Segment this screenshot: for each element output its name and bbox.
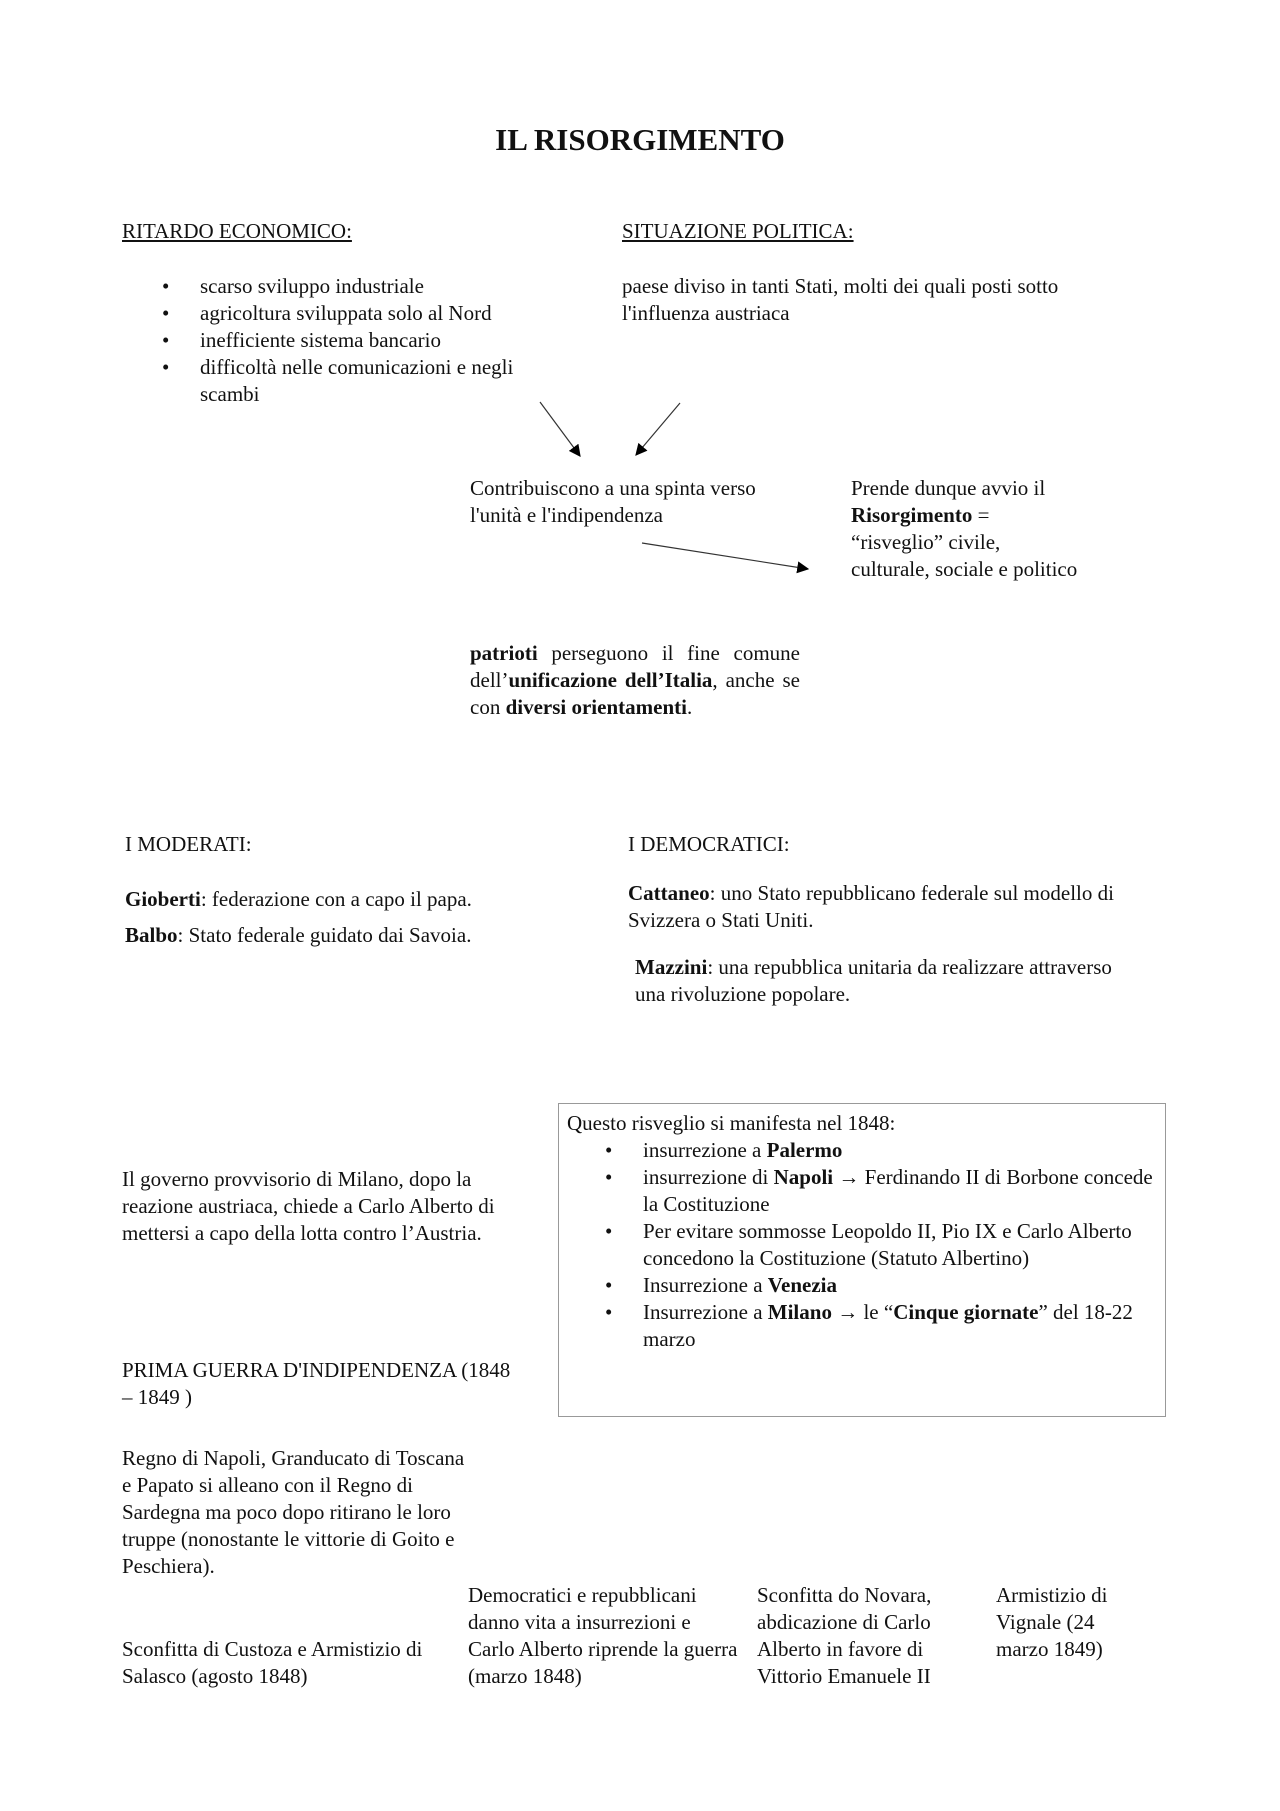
gioberti-item: Gioberti: federazione con a capo il papa. [125, 887, 472, 911]
political-text: paese diviso in tanti Stati, molti dei quali posti sotto l'influenza austriaca [622, 274, 1059, 325]
list-item: • difficoltà nelle comunicazioni e negli scambi [162, 354, 562, 408]
list-item: • inefficiente sistema bancario [162, 327, 562, 354]
arrow-down-left [636, 403, 680, 455]
list-item: • insurrezione di Napoli → Ferdinando II di Borbone concede la Costituzione [605, 1164, 1157, 1218]
list-item: • insurrezione a Palermo [605, 1137, 1157, 1164]
events-1848-box [558, 1103, 1166, 1417]
democrats-heading: I DEMOCRATICI: [628, 832, 790, 856]
arrow-down-right [540, 402, 580, 456]
first-war-heading: PRIMA GUERRA D'INDIPENDENZA (1848 – 1849 ) [122, 1358, 511, 1409]
balbo-item: Balbo: Stato federale guidato dai Savoia. [125, 923, 472, 947]
list-item: • agricoltura sviluppata solo al Nord [162, 300, 562, 327]
timeline-item-custoza: Sconfitta di Custoza e Armistizio di Salasco (agosto 1848) [122, 1637, 423, 1688]
cattaneo-item: Cattaneo: uno Stato repubblicano federale sul modello di Svizzera o Stati Uniti. [628, 881, 1114, 932]
list-item: • Insurrezione a Milano → le “Cinque giornate” del 18-22 marzo [605, 1299, 1157, 1353]
economic-heading: RITARDO ECONOMICO: [122, 219, 352, 243]
risorgimento-term: Risorgimento [851, 503, 973, 527]
democrats-section [628, 831, 1114, 1008]
alliance-text: Regno di Napoli, Granducato di Toscana e Papato si alleano con il Regno di Sardegna ma poco dopo ritirano le loro truppe (nonostante le vittorie di Goito e Peschiera). [122, 1446, 465, 1578]
moderates-heading: I MODERATI: [125, 832, 252, 856]
list-item: • scarso sviluppo industriale [162, 273, 562, 300]
timeline-item-insurrections: Democratici e repubblicani danno vita a insurrezioni e Carlo Alberto riprende la guerra (marzo 1848) [468, 1583, 738, 1688]
mazzini-item: Mazzini: una repubblica unitaria da realizzare attraverso una rivoluzione popolare. [635, 955, 1112, 1006]
list-item: • Per evitare sommosse Leopoldo II, Pio IX e Carlo Alberto concedono la Costituzione (Statuto Albertino) [605, 1218, 1157, 1272]
page-title: IL RISORGIMENTO [495, 122, 785, 157]
timeline-item-novara: Sconfitta do Novara, abdicazione di Carlo Alberto in favore di Vittorio Emanuele II [757, 1583, 932, 1688]
moderates-section [125, 831, 605, 949]
list-item: • Insurrezione a Venezia [605, 1272, 1157, 1299]
political-heading: SITUAZIONE POLITICA: [622, 219, 854, 243]
events-intro: Questo risveglio si manifesta nel 1848: [567, 1111, 896, 1135]
arrow-right [642, 543, 808, 569]
milan-government-text: Il governo provvisorio di Milano, dopo la reazione austriaca, chiede a Carlo Alberto di mettersi a capo della lotta contro l’Austria. [122, 1167, 495, 1245]
patriots-text: patrioti perseguono il fine comune dell’unificazione dell’Italia, anche se con diversi orientamenti. [470, 641, 800, 719]
unity-push-text: Contribuiscono a una spinta verso l'unità e l'indipendenza [470, 476, 756, 527]
events-list [605, 1137, 1157, 1353]
timeline-item-vignale: Armistizio di Vignale (24 marzo 1849) [996, 1583, 1108, 1661]
risorgimento-start: Prende dunque avvio il Risorgimento = “risveglio” civile, culturale, sociale e politico [851, 476, 1078, 581]
